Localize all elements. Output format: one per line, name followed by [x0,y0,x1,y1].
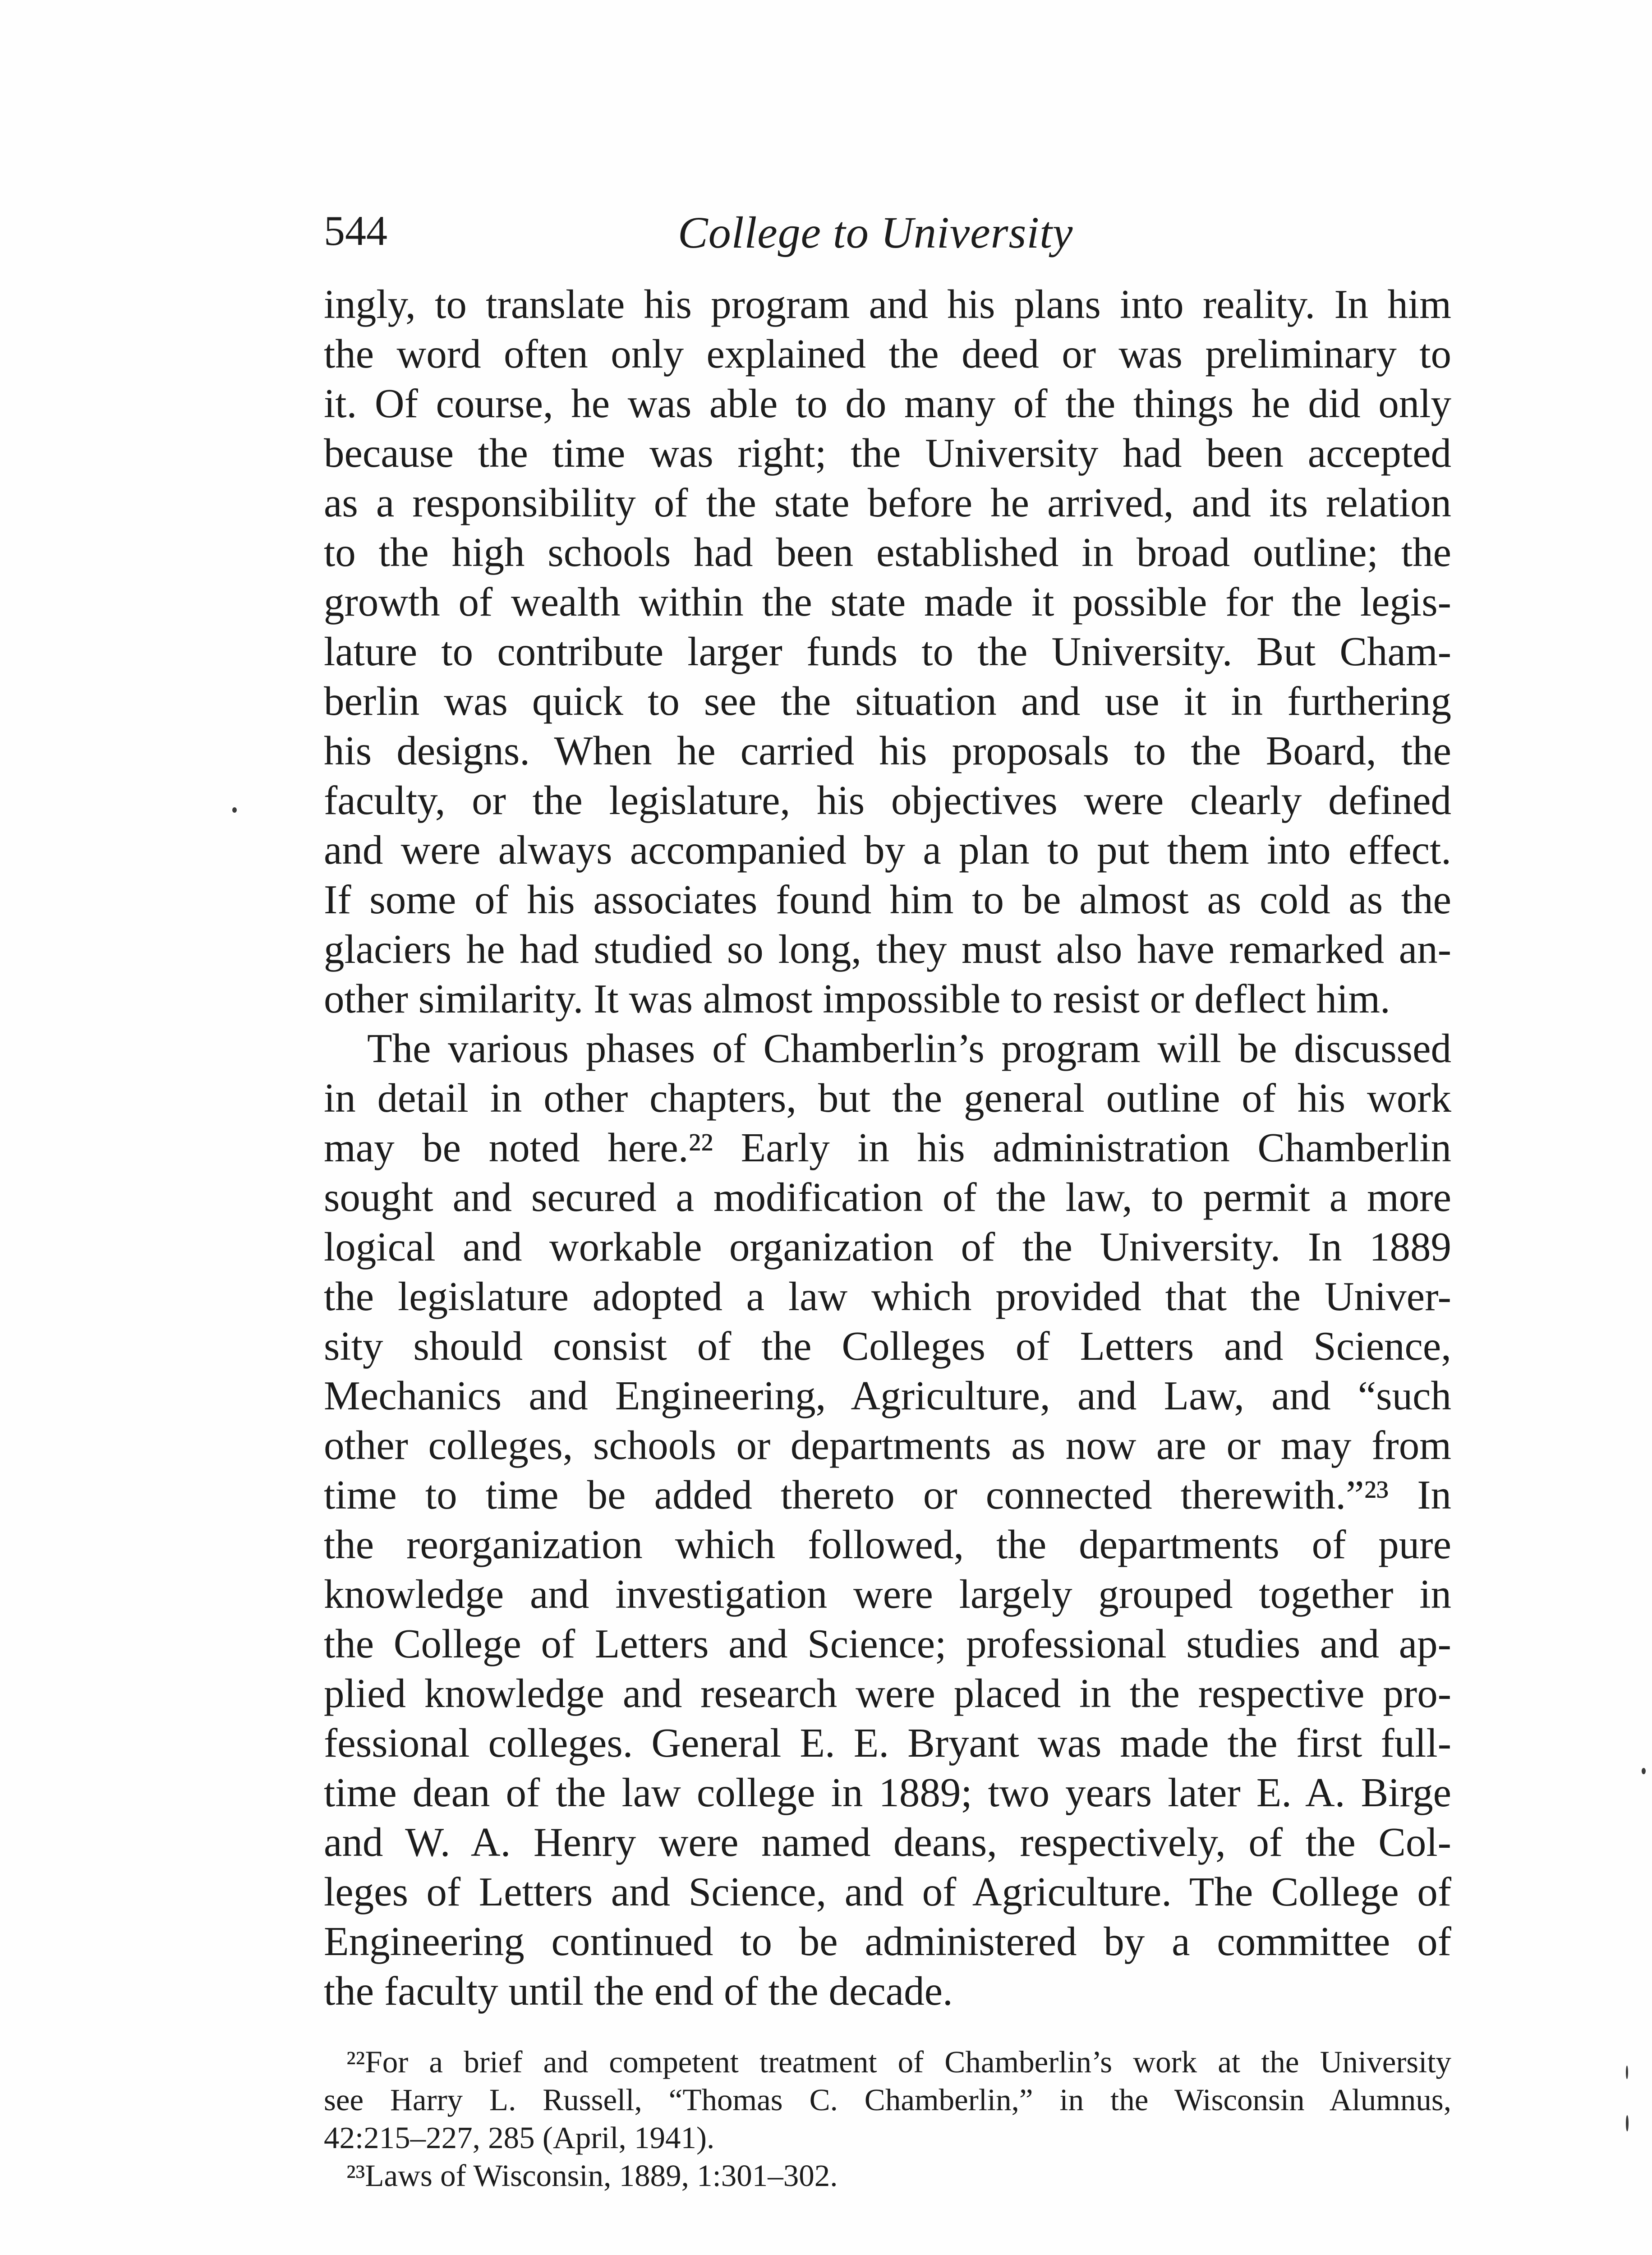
text-line: ingly, to translate his program and his plans into reality. In him [324,281,1451,327]
text-line: the word often only explained the deed or was preliminary to [324,331,1451,377]
text-line: fessional colleges. General E. E. Bryant was made the first full- [324,1720,1451,1766]
text-line: plied knowledge and research were placed in the respective pro- [324,1671,1451,1716]
footnote-line: see Harry L. Russell, “Thomas C. Chamberlin,” in the Wisconsin Alumnus, [324,2083,1451,2117]
text-line: time dean of the law college in 1889; two years later E. A. Birge [324,1770,1451,1815]
text-line: If some of his associates found him to be almost as cold as the [324,877,1451,922]
page-number: 544 [324,207,387,254]
text-line: growth of wealth within the state made it possible for the legis- [324,579,1451,625]
text-line: other colleges, schools or departments as now are or may from [324,1422,1451,1468]
text-line: Engineering continued to be administered by a committee of [324,1919,1451,1964]
text-line: as a responsibility of the state before he arrived, and its relation [324,480,1451,525]
text-line: lature to contribute larger funds to the University. But Cham- [324,629,1451,674]
text-line: other similarity. It was almost impossible to resist or deflect him. [324,976,1390,1022]
text-line: it. Of course, he was able to do many of the things he did only [324,381,1451,426]
text-line: sought and secured a modification of the law, to permit a more [324,1174,1451,1220]
text-line: may be noted here.²² Early in his administration Chamberlin [324,1125,1451,1170]
running-head [324,207,1451,261]
margin-speck [1626,2115,1629,2131]
text-line: berlin was quick to see the situation and use it in furthering [324,678,1451,724]
margin-speck [1642,1768,1646,1774]
text-line: glaciers he had studied so long, they must also have remarked an- [324,926,1451,972]
text-line: sity should consist of the Colleges of Letters and Science, [324,1323,1451,1369]
running-title: College to University [678,207,1073,258]
text-line: and W. A. Henry were named deans, respectively, of the Col- [324,1819,1451,1865]
text-line: and were always accompanied by a plan to put them into effect. [324,827,1451,873]
text-line: the College of Letters and Science; professional studies and ap- [324,1621,1451,1666]
footnotes [324,2043,1451,2195]
text-line: his designs. When he carried his proposals to the Board, the [324,728,1451,773]
text-line: logical and workable organization of the University. In 1889 [324,1224,1451,1270]
footnote-line: ²³Laws of Wisconsin, 1889, 1:301–302. [346,2158,838,2193]
footnote-line: 42:215–227, 285 (April, 1941). [324,2121,715,2155]
margin-speck [1626,2066,1628,2079]
text-line: because the time was right; the University had been accepted [324,430,1451,476]
body-text [324,280,1451,2016]
text-line: the reorganization which followed, the departments of pure [324,1522,1451,1567]
text-line: to the high schools had been established in broad outline; the [324,529,1451,575]
text-line: Mechanics and Engineering, Agriculture, and Law, and “such [324,1373,1451,1418]
text-line: in detail in other chapters, but the general outline of his work [324,1075,1451,1121]
text-line: the faculty until the end of the decade. [324,1968,953,2014]
text-line: the legislature adopted a law which provided that the Univer- [324,1274,1451,1319]
footnote-line: ²²For a brief and competent treatment of Chamberlin’s work at the University [346,2045,1451,2079]
margin-speck [232,807,237,813]
text-line: The various phases of Chamberlin’s program will be discussed [367,1026,1451,1071]
text-line: faculty, or the legislature, his objectives were clearly defined [324,778,1451,823]
text-line: leges of Letters and Science, and of Agriculture. The College of [324,1869,1451,1914]
text-line: knowledge and investigation were largely grouped together in [324,1571,1451,1617]
text-line: time to time be added thereto or connected therewith.”²³ In [324,1472,1451,1518]
